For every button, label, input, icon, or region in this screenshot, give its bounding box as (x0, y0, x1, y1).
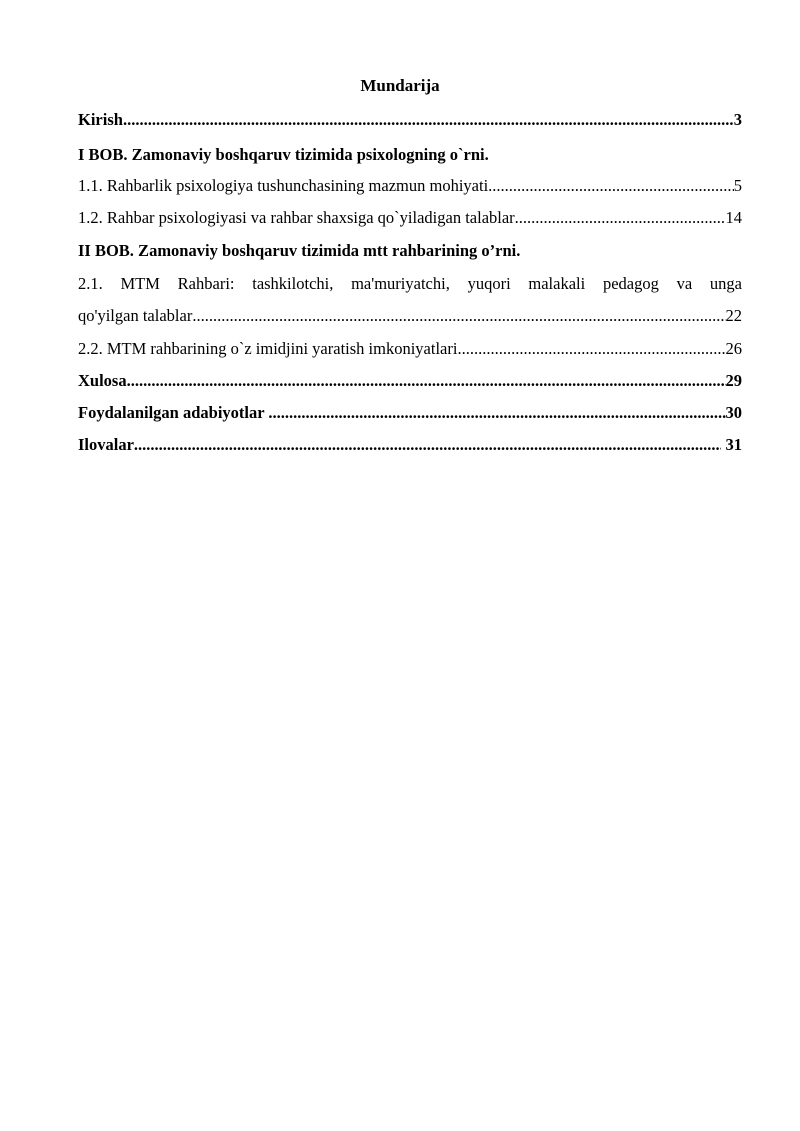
toc-entry-label: 2.2. MTM rahbarining o`z imidjini yaratish imkoniyatlari (78, 339, 458, 358)
toc-entry-ilovalar[interactable] (78, 435, 742, 455)
toc-leader-dots (488, 176, 734, 196)
toc-entry-label: Xulosa (78, 371, 127, 390)
toc-page-number: 26 (725, 339, 742, 358)
toc-page-number: 22 (725, 306, 742, 325)
toc-chapter-2-heading[interactable]: II BOB. Zamonaviy boshqaruv tizimida mtt rahbarining o’rni. (78, 241, 521, 260)
toc-leader-dots (192, 306, 725, 326)
toc-entry-2-1[interactable] (78, 306, 742, 326)
toc-entry-2-2[interactable] (78, 339, 742, 359)
toc-leader-dots (123, 110, 734, 130)
toc-entry-1-1[interactable] (78, 176, 742, 196)
toc-entry-kirish[interactable] (78, 110, 742, 130)
toc-page-number: 31 (721, 435, 742, 454)
toc-entry-label: Ilovalar (78, 435, 134, 454)
toc-page-number: 5 (733, 176, 742, 195)
page-title: Mundarija (360, 76, 440, 95)
toc-entry-label: qo'yilgan talablar (78, 306, 193, 325)
toc-entry-2-1-line1[interactable]: 2.1. MTM Rahbari: tashkilotchi, ma'muriyatchi, yuqori malakali pedagog va unga (78, 274, 742, 293)
toc-page-number: 14 (725, 208, 742, 227)
toc-page-number: 29 (725, 371, 742, 390)
toc-leader-dots (134, 435, 721, 455)
toc-leader-dots (515, 208, 726, 228)
toc-leader-dots (268, 403, 725, 423)
toc-page-number: 3 (733, 110, 742, 129)
toc-entry-adabiyotlar[interactable] (78, 403, 742, 423)
toc-entry-label: 1.2. Rahbar psixologiyasi va rahbar shaxsiga qo`yiladigan talablar (78, 208, 515, 227)
toc-entry-label: Kirish (78, 110, 123, 129)
toc-entry-xulosa[interactable] (78, 371, 742, 391)
toc-entry-label: Foydalanilgan adabiyotlar (78, 403, 269, 422)
toc-entry-1-2[interactable] (78, 208, 742, 228)
toc-leader-dots (457, 339, 725, 359)
toc-chapter-1-heading[interactable]: I BOB. Zamonaviy boshqaruv tizimida psixologning o`rni. (78, 145, 489, 164)
toc-leader-dots (127, 371, 726, 391)
toc-page-number: 30 (725, 403, 742, 422)
toc-entry-label: 1.1. Rahbarlik psixologiya tushunchasining mazmun mohiyati (78, 176, 489, 195)
